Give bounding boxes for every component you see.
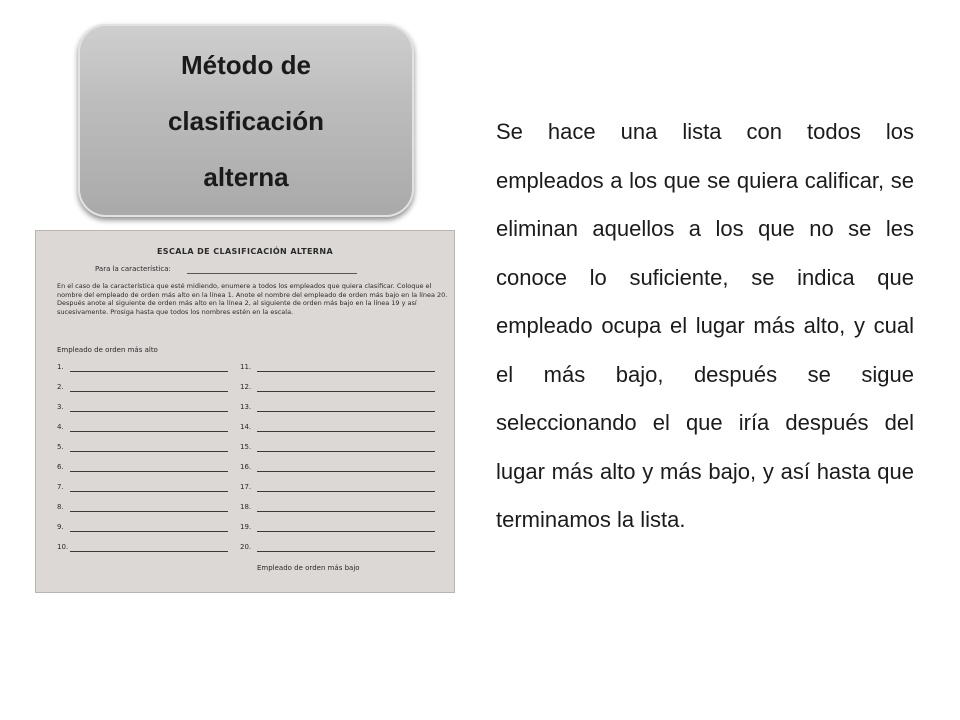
form-row-line: [257, 531, 435, 532]
form-row-number: 17.: [240, 483, 252, 491]
form-row-line: [70, 551, 228, 552]
form-row-number: 6.: [57, 463, 64, 471]
title-line-1: Método de: [181, 49, 311, 80]
form-row-number: 15.: [240, 443, 252, 451]
title-line-2: clasificación: [167, 105, 325, 136]
form-row-line: [257, 491, 435, 492]
form-characteristic-line: [187, 273, 357, 274]
form-row-number: 5.: [57, 443, 64, 451]
form-title: ESCALA DE CLASIFICACIÓN ALTERNA: [156, 247, 334, 256]
form-row-number: 12.: [240, 383, 252, 391]
form-row-number: 9.: [57, 523, 64, 531]
form-row-number: 18.: [240, 503, 252, 511]
form-row-line: [257, 391, 435, 392]
form-row-number: 11.: [240, 363, 252, 371]
form-bottom-label: Empleado de orden más bajo: [257, 564, 360, 572]
title-box: [78, 24, 414, 217]
form-row-number: 20.: [240, 543, 252, 551]
form-row-number: 19.: [240, 523, 252, 531]
form-row-number: 10.: [57, 543, 69, 551]
form-top-label: Empleado de orden más alto: [57, 346, 158, 354]
form-row-line: [70, 531, 228, 532]
form-row-line: [257, 431, 435, 432]
form-row-line: [257, 551, 435, 552]
form-row-line: [70, 431, 228, 432]
form-row-number: 3.: [57, 403, 64, 411]
form-row-number: 16.: [240, 463, 252, 471]
form-row-line: [257, 411, 435, 412]
form-row-line: [257, 511, 435, 512]
form-row-number: 1.: [57, 363, 64, 371]
form-row-number: 2.: [57, 383, 64, 391]
form-row-number: 8.: [57, 503, 64, 511]
description-text: Se hace una lista con todos los empleados a los que se quiera calificar, se eliminan aquellos a los que no se les conoce lo suficiente, se indica que empleado ocupa el lugar más alto, y cual el más bajo, después se sigue seleccionando el que iría después del lugar más alto y más bajo, y así hasta que terminamos la lista.: [496, 119, 914, 532]
form-row-line: [257, 371, 435, 372]
form-row-line: [257, 471, 435, 472]
form-row-line: [70, 451, 228, 452]
form-characteristic-label: Para la característica:: [95, 265, 171, 273]
form-row-line: [257, 451, 435, 452]
form-row-line: [70, 491, 228, 492]
form-row-line: [70, 471, 228, 472]
form-row-number: 7.: [57, 483, 64, 491]
scanned-form-image: [35, 230, 455, 593]
form-row-number: 13.: [240, 403, 252, 411]
form-row-number: 14.: [240, 423, 252, 431]
form-row-line: [70, 391, 228, 392]
form-instructions: En el caso de la característica que esté midiendo, enumere a todos los empleados que quiera clasificar. Coloque el nombre del empleado de orden más alto en la línea 1. Anote el nombre del empleado de orden más bajo en la línea 20. Después anote al siguiente de orden más alto en la línea 2, al siguiente de orden más bajo en la línea 19 y así sucesivamente. Prosiga hasta que todos los nombres estén en la escala.: [57, 282, 448, 316]
form-row-number: 4.: [57, 423, 64, 431]
form-row-line: [70, 371, 228, 372]
form-row-line: [70, 411, 228, 412]
form-row-line: [70, 511, 228, 512]
title-line-3: alterna: [203, 161, 289, 192]
